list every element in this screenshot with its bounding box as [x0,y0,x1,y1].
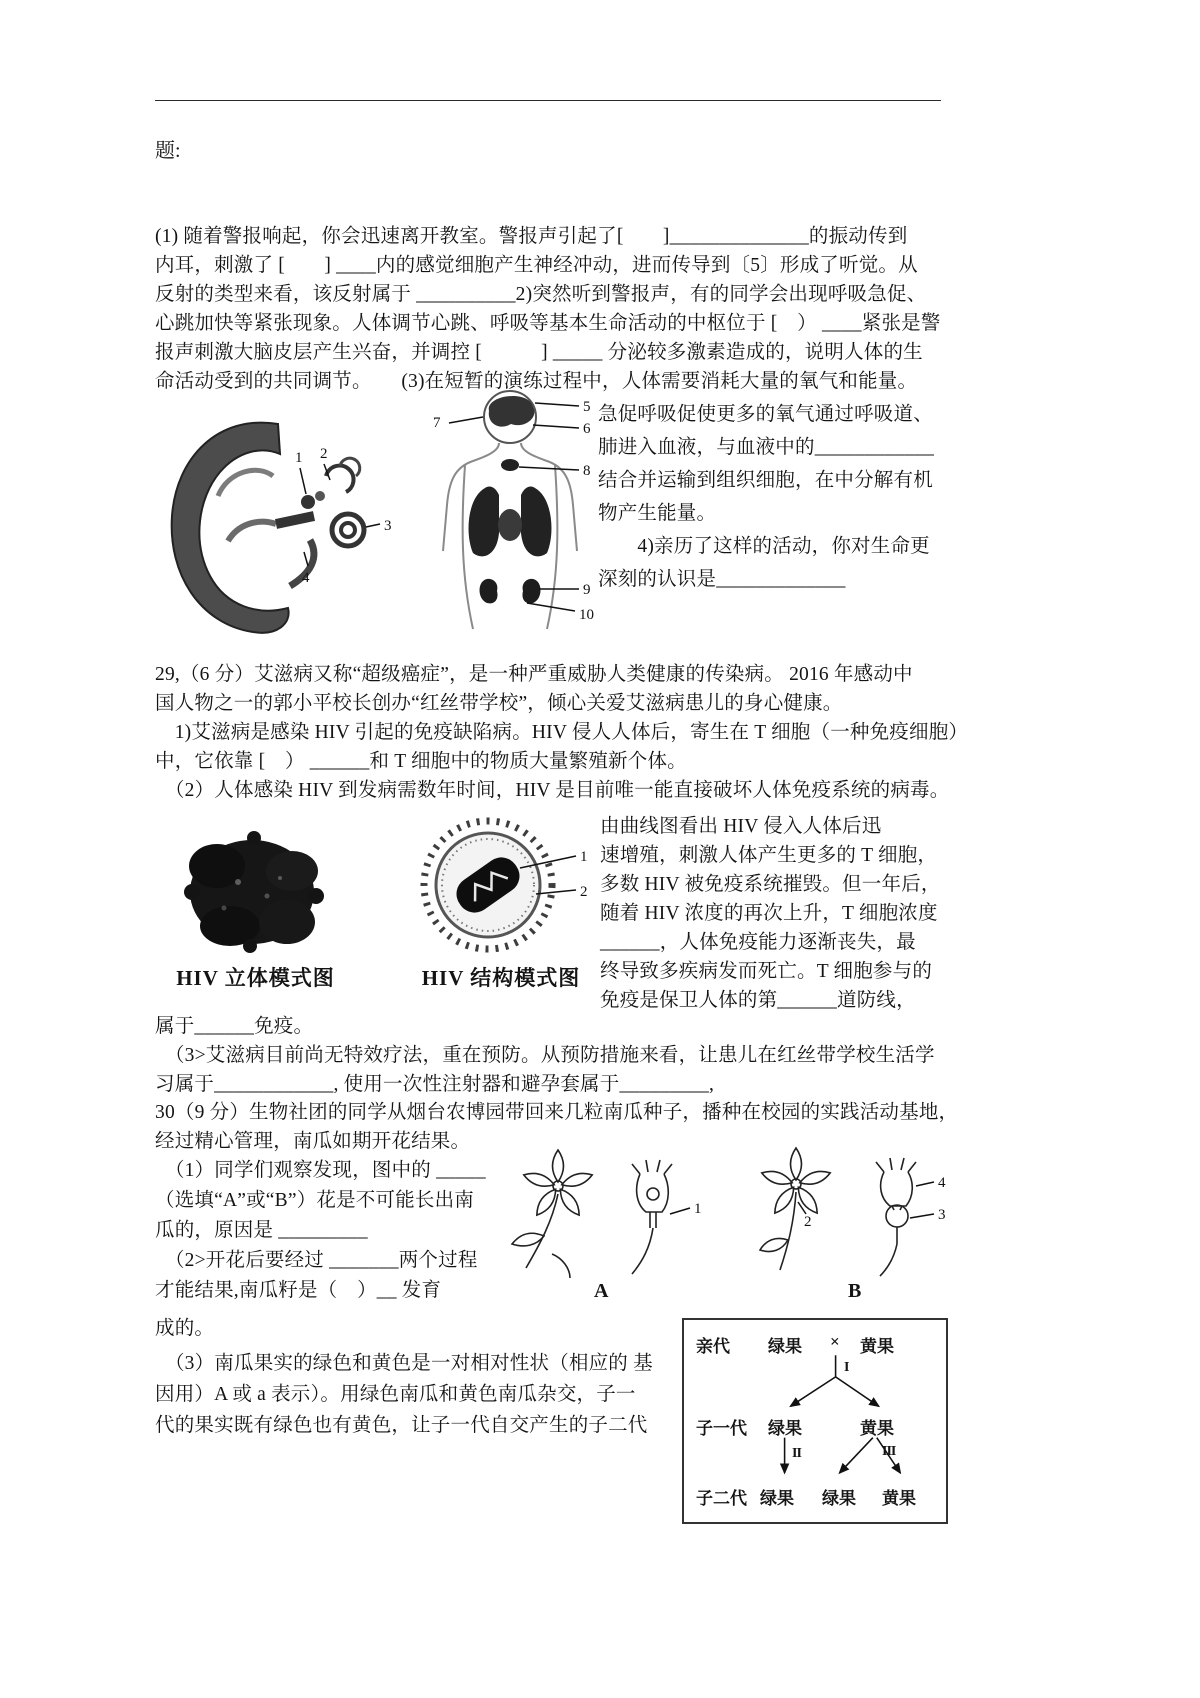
text-line: 1)艾滋病是感染 HIV 引起的免疫缺陷病。HIV 侵人人体后，寄生在 T 细胞（一种免疫细胞） [155,722,969,743]
text-line: 瓜的，原因是 _________ [155,1220,368,1241]
text-line: 代的果实既有绿色也有黄色，让子一代自交产生的子二代 [155,1415,648,1436]
text-line: 中，它依靠 [ ） ______和 T 细胞中的物质大量繁殖新个体。 [155,751,687,772]
q28-paragraph [155,222,955,396]
page-top-note: 题: [155,140,181,162]
genetics-row2-label: 子一代 [696,1419,747,1438]
hiv-label-2: 2 [580,884,588,900]
text-line: 终导致多疾病发而死亡。T 细胞参与的 [600,961,933,982]
body-label-9: 9 [583,582,591,598]
text-line: （2）人体感染 HIV 到发病需数年时间，HIV 是目前唯一能直接破坏人体免疫系统的病毒。 [155,780,950,801]
genetics-cross-diagram [682,1318,948,1524]
text-line: （3）南瓜果实的绿色和黄色是一对相对性状（相应的 基 [155,1353,653,1374]
q30-item3 [155,1348,695,1441]
text-line: 4)亲历了这样的活动，你对生命更 [598,536,930,557]
ear-label-1: 1 [295,450,303,466]
flower-b-letter: B [848,1280,862,1302]
text-line: 因用）A 或 a 表示）。用绿色南瓜和黄色南瓜杂交，子一 [155,1384,636,1405]
ear-anatomy-figure [158,406,423,641]
text-line: 肺进入血液，与血液中的____________ [598,437,935,458]
genetics-row3-label: 子二代 [696,1489,747,1508]
text-line: 免疫是保卫人体的第______道防线， [600,990,916,1011]
text-line: 国人物之一的郭小平校长创办“红丝带学校”，倾心关爱艾滋病患儿的身心健康。 [155,693,843,714]
body-label-5: 5 [583,399,591,415]
text-line: （3>艾滋病目前尚无特效疗法，重在预防。从预防措施来看，让患儿在红丝带学校生活学 [155,1045,935,1066]
genetics-f2-yellow: 黄果 [882,1489,916,1508]
text-line: (1) 随着警报响起，你会迅速离开教室。警报声引起了[ ]______________的振动传到 [155,226,908,247]
genetics-parent-green: 绿果 [768,1337,802,1356]
q29-paragraph [155,660,969,805]
hiv-label-1: 1 [580,849,588,865]
q28-side-paragraph [598,398,948,596]
genetics-f1-yellow: 黄果 [860,1419,894,1438]
flower-group-b-figure [748,1144,953,1284]
text-line: 物产生能量。 [598,503,717,524]
human-body-figure [425,383,605,663]
text-line: 命活动受到的共同调节。 (3)在短暂的演练过程中，人体需要消耗大量的氧气和能量。 [155,371,918,392]
hiv-3d-caption: HIV 立体模式图 [176,966,335,990]
body-label-10: 10 [579,607,594,623]
flower-label-3: 3 [938,1207,946,1223]
text-line: 心跳加快等紧张现象。人体调节心跳、呼吸等基本生命活动的中枢位于 [ ） ____紧张是警 [155,313,941,334]
flower-label-1: 1 [694,1201,702,1217]
text-line: 随着 HIV 浓度的再次上升，T 细胞浓度 [600,903,938,924]
text-line: 多数 HIV 被免疫系统摧毁。但一年后， [600,874,941,895]
genetics-gen1-roman: I [844,1360,849,1375]
genetics-f1-green: 绿果 [768,1419,802,1438]
genetics-gen2-right-roman: III [882,1444,896,1459]
text-line: 成的。 [155,1318,215,1339]
text-line: 习属于____________, 使用一次性注射器和避孕套属于_________, [155,1074,715,1095]
text-line: 报声刺激大脑皮层产生兴奋，并调控 [ ] _____ 分泌较多激素造成的，说明人体的生 [155,342,923,363]
flower-a-letter: A [594,1280,609,1302]
hiv-structure-caption: HIV 结构模式图 [421,966,581,990]
text-line: 29,（6 分）艾滋病又称“超级癌症”，是一种严重威胁人类健康的传染病。 2016 年感动中 [155,664,913,685]
text-line: 属于______免疫。 [155,1016,314,1037]
text-line: 急促呼吸促使更多的氧气通过呼吸道、 [598,404,933,425]
body-label-6: 6 [583,421,591,437]
q29-side-paragraph [600,812,950,1015]
text-line: 结合并运输到组织细胞，在中分解有机 [598,470,933,491]
top-divider [155,100,941,101]
text-line: （2>开花后要经过 _______两个过程 [155,1250,478,1271]
text-line: 内耳，刺激了 [ ] ____内的感觉细胞产生神经冲动，进而传导到〔5〕形成了听觉。从 [155,255,918,276]
hiv-structure-figure [408,808,598,963]
genetics-f2-green2: 绿果 [822,1489,856,1508]
ear-label-2: 2 [320,446,328,462]
body-label-8: 8 [583,463,591,479]
ear-label-4: 4 [302,570,310,586]
genetics-gen2-left-roman: II [792,1446,801,1461]
flower-group-a-figure [500,1144,715,1284]
flower-label-4: 4 [938,1175,946,1191]
genetics-f2-green1: 绿果 [760,1489,794,1508]
ear-label-3: 3 [384,518,392,534]
genetics-cross-sign: × [830,1332,840,1351]
text-line: 深刻的认识是_____________ [598,569,846,590]
q30-wrap-line [155,1314,455,1344]
text-line: （选填“A”或“B”）花是不可能长出南 [155,1190,475,1211]
genetics-row1-label: 亲代 [696,1337,730,1356]
q30-left-column [155,1156,525,1306]
text-line: 经过精心管理，南瓜如期开花结果。 [155,1131,471,1152]
text-line: 才能结果,南瓜籽是（ ）__ 发育 [155,1280,442,1301]
text-line: 30（9 分）生物社团的同学从烟台农博园带回来几粒南瓜种子，播种在校园的实践活动基地， [155,1102,959,1123]
text-line: （1）同学们观察发现，图中的 _____ [155,1160,486,1181]
q29-continuation [155,1012,955,1099]
text-line: ______，人体免疫能力逐渐丧失，最 [600,932,916,953]
hiv-3d-model-figure [172,826,337,958]
text-line: 由曲线图看出 HIV 侵入人体后迅 [600,816,882,837]
text-line: 速增殖，刺激人体产生更多的 T 细胞， [600,845,938,866]
body-label-7: 7 [433,415,441,431]
genetics-parent-yellow: 黄果 [860,1337,894,1356]
flower-label-2: 2 [804,1214,812,1230]
text-line: 反射的类型来看，该反射属于 __________2)突然听到警报声，有的同学会出现呼吸急促、 [155,284,927,305]
